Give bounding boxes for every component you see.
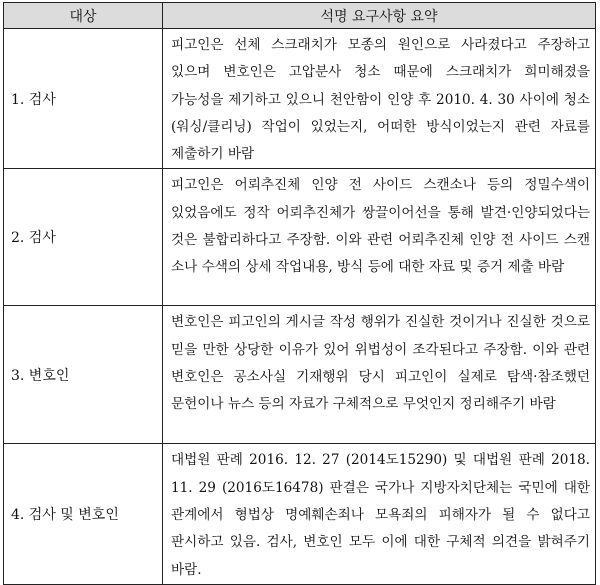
row-summary: 변호인은 피고인의 게시글 작성 행위가 진실한 것이거나 진실한 것으로 믿을 만한 상당한 이유가 있어 위법성이 조각된다고 주장함. 이와 관련 변호인은 공소사실 기재행위 당시 피고인이 실제로 탐색·참조했던 문헌이나 뉴스 등의 자료가 구체적으로 무엇인지 정리해주기 바람 xyxy=(163,306,596,444)
row-summary: 피고인은 선체 스크래치가 모종의 원인으로 사라졌다고 주장하고 있으며 변호인은 고압분사 청소 때문에 스크래치가 희미해졌을 가능성을 제기하고 있으니 천안함이 인양 후 2010. 4. 30 사이에 청소(워싱/클리닝) 작업이 있었는지, 어떠한 방식이었는지 관련 자료를 제출하기 바람 xyxy=(163,29,596,169)
row-subject: 3. 변호인 xyxy=(4,306,163,444)
table-row xyxy=(4,444,596,584)
header-summary: 석명 요구사항 요약 xyxy=(163,3,596,29)
table-row xyxy=(4,306,596,444)
row-summary: 피고인은 어뢰추진체 인양 전 사이드 스캔소나 등의 정밀수색이 있었음에도 정작 어뢰추진체가 쌍끌이어선을 통해 발견·인양되었다는 것은 불합리하다고 주장함. 이와 관련 어뢰추진체 인양 전 사이드 스캔 소나 수색의 상세 작업내용, 방식 등에 대한 자료 및 증거 제출 바람 xyxy=(163,169,596,306)
header-subject: 대상 xyxy=(4,3,163,29)
table-row xyxy=(4,29,596,169)
row-summary: 대법원 판례 2016. 12. 27 (2014도15290) 및 대법원 판례 2018. 11. 29 (2016도16478) 판결은 국가나 지방자치단체는 국민에 대한 관계에서 형법상 명예훼손죄나 모욕죄의 피해자가 될 수 없다고 판시하고 있음. 검사, 변호인 모두 이에 대한 구체적 의견을 밝혀주기 바람. xyxy=(163,444,596,584)
table-header-row xyxy=(4,3,596,29)
table-row xyxy=(4,169,596,306)
row-subject: 2. 검사 xyxy=(4,169,163,306)
request-summary-table xyxy=(3,2,596,585)
row-subject: 1. 검사 xyxy=(4,29,163,169)
row-subject: 4. 검사 및 변호인 xyxy=(4,444,163,584)
